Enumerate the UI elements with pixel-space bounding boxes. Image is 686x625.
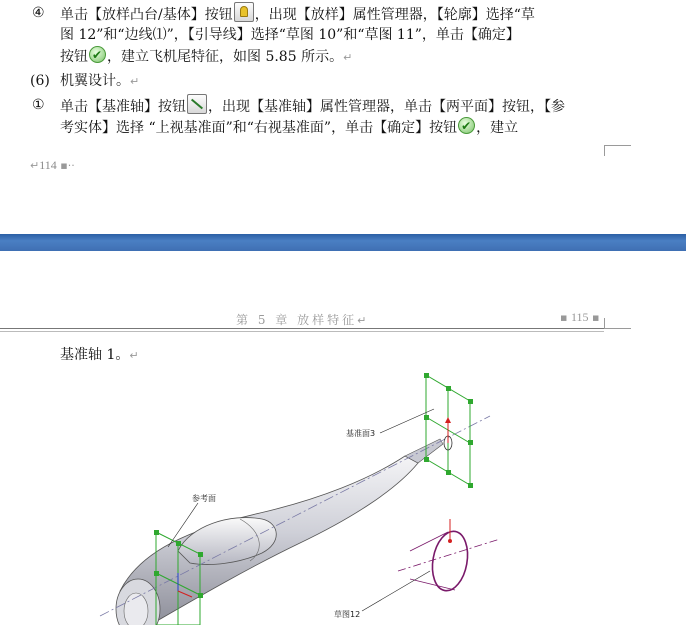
step-4-text-a: 单击【放样凸台/基体】按钮 [60, 7, 233, 23]
step-4-text-b: ，出现【放样】属性管理器，【轮廓】选择“草 [254, 7, 535, 23]
loft-boss-icon [234, 2, 254, 22]
cad-figure [0, 251, 686, 625]
step-1-text-d: ，建立 [476, 120, 519, 136]
page-corner-mark [604, 145, 631, 156]
paragraph-mark: ↵ [129, 349, 139, 362]
running-header: 第 5 章 放样特征↵ [236, 313, 370, 327]
step-4-line-3 [60, 46, 352, 69]
step-4-text-d: ，建立飞机尾特征，如图 5.85 所示。 [107, 49, 344, 65]
sketch-12-tangent-top [410, 532, 448, 551]
step-4-number: ④ [32, 5, 45, 21]
step-1-text-a: 单击【基准轴】按钮 [60, 99, 186, 115]
sketch-12-tangent-bottom [410, 579, 455, 590]
step-4-text-c: 按钮 [60, 49, 88, 65]
paragraph-mark: ↵ [343, 51, 353, 64]
sketch-12-origin [448, 539, 452, 543]
reference-axis-icon [187, 94, 207, 114]
body-text: 基准轴 1。 [60, 347, 130, 363]
step-1-line-2 [60, 117, 518, 139]
step-1-line-1 [60, 94, 565, 118]
step-1-text-c: 考实体】选择 “上视基准面”和“右视基准面”，单击【确定】按钮 [60, 120, 458, 136]
page-gap [0, 234, 686, 251]
step-6-text: 机翼设计。 [60, 73, 130, 89]
step-1-text-b: ，出现【基准轴】属性管理器，单击【两平面】按钮，【参 [208, 99, 565, 115]
step-6-line [60, 70, 139, 93]
ok-check-icon [458, 117, 475, 134]
leader-sketch12 [362, 571, 430, 611]
step-4-line-1 [60, 2, 535, 26]
step-6-number: (6) [30, 73, 50, 89]
step-1-number: ① [32, 97, 45, 113]
sketch-12-axis [398, 539, 500, 571]
page-number-114: ↵114 ▪·· [30, 158, 75, 172]
label-sketch-12: 草图12 [334, 610, 361, 619]
page-115 [0, 251, 686, 625]
page-number-115: ▪ 115 ▪ [560, 310, 600, 324]
ok-check-icon [89, 46, 106, 63]
page-number-text: 115 [570, 310, 589, 324]
triad-red-arrow [445, 417, 451, 423]
paragraph-mark: ↵ [130, 75, 140, 88]
step-4-line-2: 图 12”和“边线⑴”，【引导线】选择“草图 10”和“草图 11”，单击【确定】 [60, 27, 520, 43]
page-number-text: 114 [39, 158, 57, 172]
label-reference-plane: 参考面 [192, 494, 216, 503]
running-header-text: 第 5 章 放样特征 [236, 313, 358, 327]
label-plane3: 基准面3 [346, 429, 376, 438]
page-114 [0, 0, 686, 234]
